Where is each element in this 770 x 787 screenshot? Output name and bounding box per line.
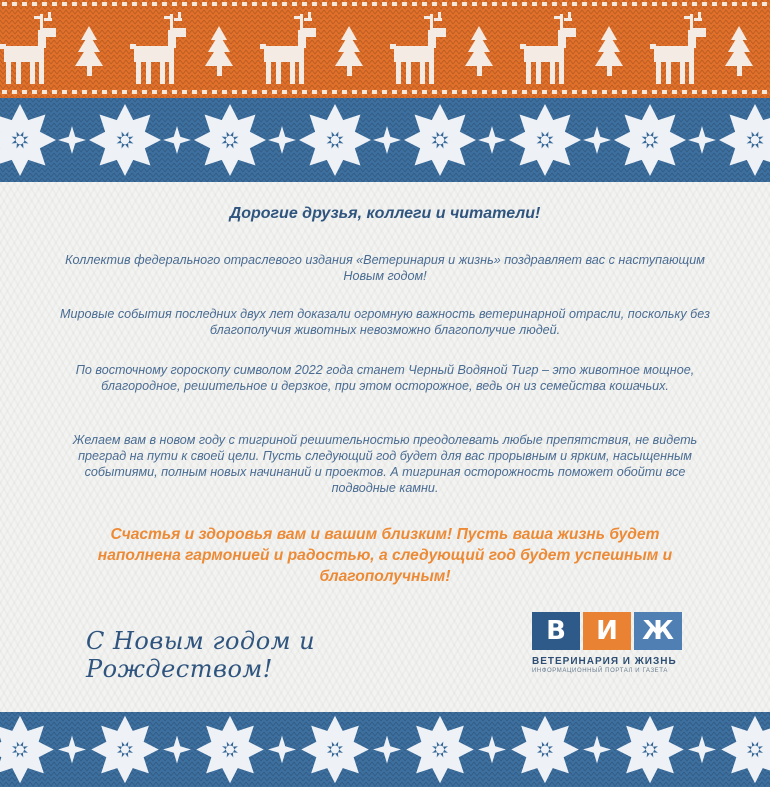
snowflake-icon bbox=[91, 716, 159, 784]
snowflake-icon bbox=[196, 716, 264, 784]
snowflake-icon bbox=[89, 104, 161, 176]
snowflake-icon bbox=[509, 104, 581, 176]
greeting-paragraph-3: По восточному гороскопу символом 2022 года станет Черный Водяной Тигр – это животное мощное, благородное, решительное и дерзкое, при этом осторожное, ведь он из семейства кошачьих. bbox=[75, 363, 695, 393]
reindeer-pattern bbox=[0, 0, 770, 98]
snowflake-icon bbox=[299, 104, 371, 176]
signature-text: С Новым годом и Рождеством! bbox=[86, 627, 316, 683]
snowflake-band-bottom bbox=[0, 712, 770, 787]
snowflake-band-top bbox=[0, 98, 770, 182]
logo-letter-v: В bbox=[532, 612, 580, 650]
greeting-paragraph-2: Мировые события последних двух лет доказали огромную важность ветеринарной отрасли, поскольку без благополучия животных невозможно благополучие людей. bbox=[60, 307, 710, 337]
viz-logo bbox=[530, 612, 690, 692]
snowflake-icon bbox=[301, 716, 369, 784]
snowflake-icon bbox=[406, 716, 474, 784]
snowflake-pattern-bottom bbox=[0, 712, 770, 787]
greeting-paragraph-4: Желаем вам в новом году с тигриной решительностью преодолевать любые препятствия, не видеть преград на пути к своей цели. Пусть следующий год будет для вас прорывным и ярким, насыщенным событиями, полным новых начинаний и проектов. А тигриная осторожность поможет обойти все подводные камни. bbox=[72, 433, 698, 495]
logo-letter-i: И bbox=[583, 612, 631, 650]
logo-subtitle: ИНФОРМАЦИОННЫЙ ПОРТАЛ И ГАЗЕТА bbox=[532, 668, 668, 674]
wish-text: Счастья и здоровья вам и вашим близким! Пусть ваша жизнь будет наполнена гармонией и радостью, а следующий год будет успешным и благополучным! bbox=[97, 526, 673, 585]
logo-letters bbox=[532, 612, 690, 650]
snowflake-pattern-top bbox=[0, 98, 770, 182]
greeting-title: Дорогие друзья, коллеги и читатели! bbox=[229, 205, 541, 222]
reindeer-band bbox=[0, 0, 770, 98]
greeting-card bbox=[0, 182, 770, 712]
logo-name: ВЕТЕРИНАРИЯ И ЖИЗНЬ bbox=[532, 656, 677, 667]
logo-letter-zh: Ж bbox=[634, 612, 682, 650]
snowflake-icon bbox=[404, 104, 476, 176]
snowflake-icon bbox=[194, 104, 266, 176]
greeting-paragraph-1: Коллектив федерального отраслевого издания «Ветеринария и жизнь» поздравляет вас с наступающим Новым годом! bbox=[65, 253, 705, 283]
snowflake-icon bbox=[616, 716, 684, 784]
snowflake-icon bbox=[614, 104, 686, 176]
snowflake-icon bbox=[511, 716, 579, 784]
